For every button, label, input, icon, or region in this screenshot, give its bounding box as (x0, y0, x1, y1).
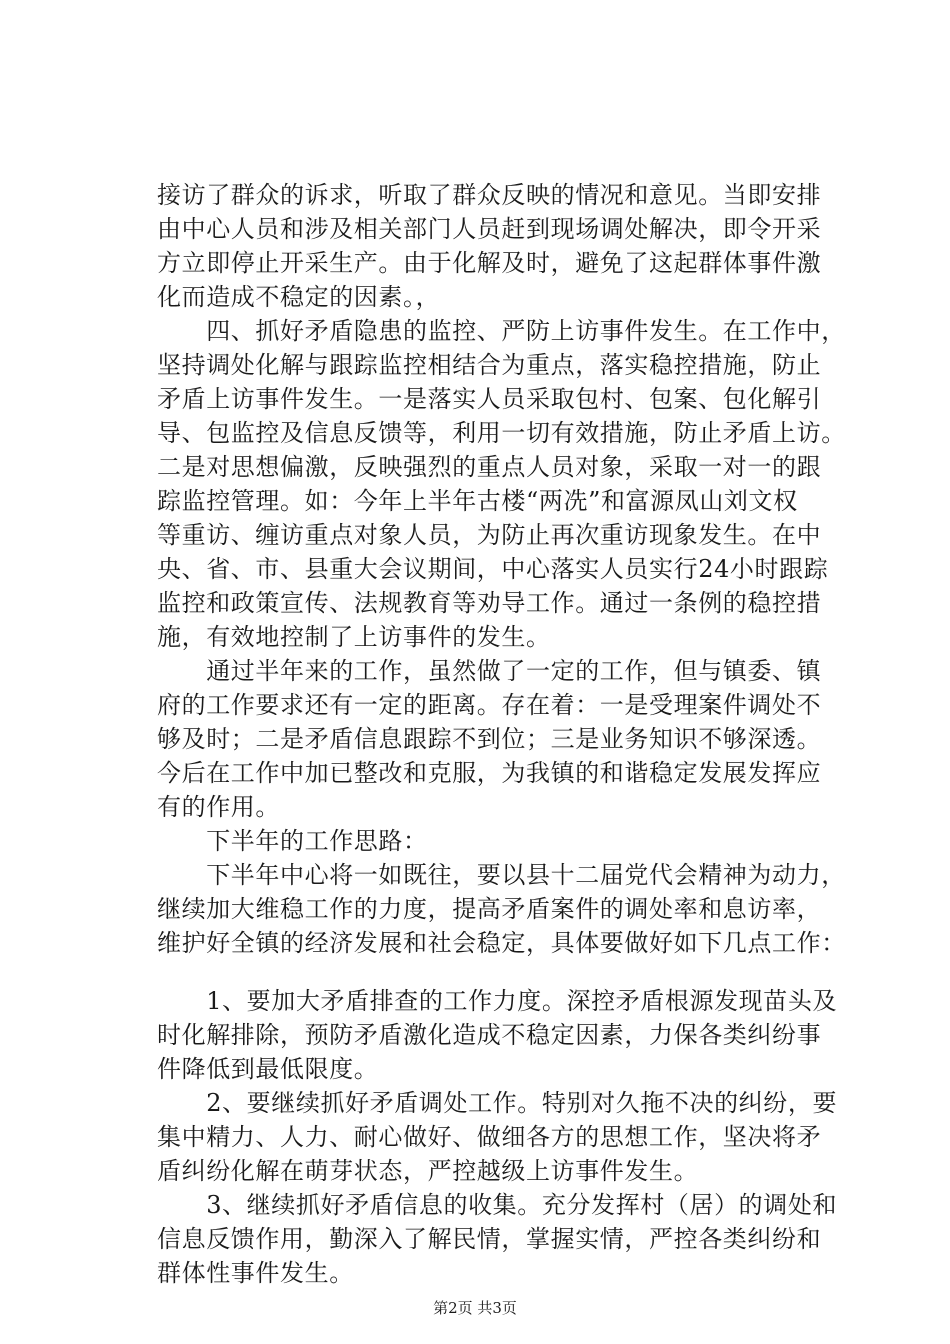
text-line: 二是对思想偏激，反映强烈的重点人员对象，采取一对一的跟 (157, 453, 822, 481)
text-line: 化而造成不稳定的因素。， (157, 283, 441, 311)
text-line: 信息反馈作用，勤深入了解民情，掌握实情，严控各类纠纷和 (157, 1225, 822, 1253)
text-line: 继续加大维稳工作的力度，提高矛盾案件的调处率和息访率， (157, 895, 822, 923)
text-line: 等重访、缠访重点对象人员，为防止再次重访现象发生。在中 (157, 521, 822, 549)
text-line: 施，有效地控制了上访事件的发生。 (157, 623, 551, 651)
text-line: 由中心人员和涉及相关部门人员赶到现场调处解决，即令开采 (157, 215, 822, 243)
text-line: 接访了群众的诉求，听取了群众反映的情况和意见。当即安排 (157, 181, 822, 209)
text-line: 矛盾上访事件发生。一是落实人员采取包村、包案、包化解引 (157, 385, 822, 413)
text-line: 1、要加大矛盾排查的工作力度。深控矛盾根源发现苗头及 (157, 987, 838, 1015)
text-line: 件降低到最低限度。 (157, 1055, 379, 1083)
text-line: 下半年中心将一如既往，要以县十二届党代会精神为动力， (157, 861, 846, 889)
text-line: 监控和政策宣传、法规教育等劝导工作。通过一条例的稳控措 (157, 589, 822, 617)
text-line: 今后在工作中加已整改和克服，为我镇的和谐稳定发展发挥应 (157, 759, 822, 787)
text-line: 府的工作要求还有一定的距离。存在着：一是受理案件调处不 (157, 691, 822, 719)
text-line: 集中精力、人力、耐心做好、做细各方的思想工作，坚决将矛 (157, 1123, 822, 1151)
page-footer: 第2页 共3页 (433, 1299, 517, 1317)
text-line: 踪监控管理。如：今年上半年古楼“两冼”和富源凤山刘文权 (157, 487, 798, 515)
text-line: 央、省、市、县重大会议期间，中心落实人员实行24小时跟踪 (157, 555, 829, 583)
text-line: 通过半年来的工作，虽然做了一定的工作，但与镇委、镇 (157, 657, 822, 685)
text-line: 维护好全镇的经济发展和社会稳定，具体要做好如下几点工作： (157, 929, 846, 957)
text-line: 有的作用。 (157, 793, 280, 821)
text-line: 盾纠纷化解在萌芽状态，严控越级上访事件发生。 (157, 1157, 699, 1185)
text-line: 下半年的工作思路： (157, 827, 428, 855)
text-line: 够及时；二是矛盾信息跟踪不到位；三是业务知识不够深透。 (157, 725, 822, 753)
text-line: 群体性事件发生。 (157, 1259, 354, 1287)
text-line: 导、包监控及信息反馈等，利用一切有效措施，防止矛盾上访。 (157, 419, 846, 447)
text-line: 四、抓好矛盾隐患的监控、严防上访事件发生。在工作中， (157, 317, 846, 345)
text-line: 坚持调处化解与跟踪监控相结合为重点，落实稳控措施，防止 (157, 351, 822, 379)
text-line: 方立即停止开采生产。由于化解及时，避免了这起群体事件激 (157, 249, 822, 277)
text-line: 2、要继续抓好矛盾调处工作。特别对久拖不决的纠纷，要 (157, 1089, 838, 1117)
text-line: 时化解排除，预防矛盾激化造成不稳定因素，力保各类纠纷事 (157, 1021, 822, 1049)
text-line: 3、继续抓好矛盾信息的收集。充分发挥村（居）的调处和 (157, 1191, 838, 1219)
